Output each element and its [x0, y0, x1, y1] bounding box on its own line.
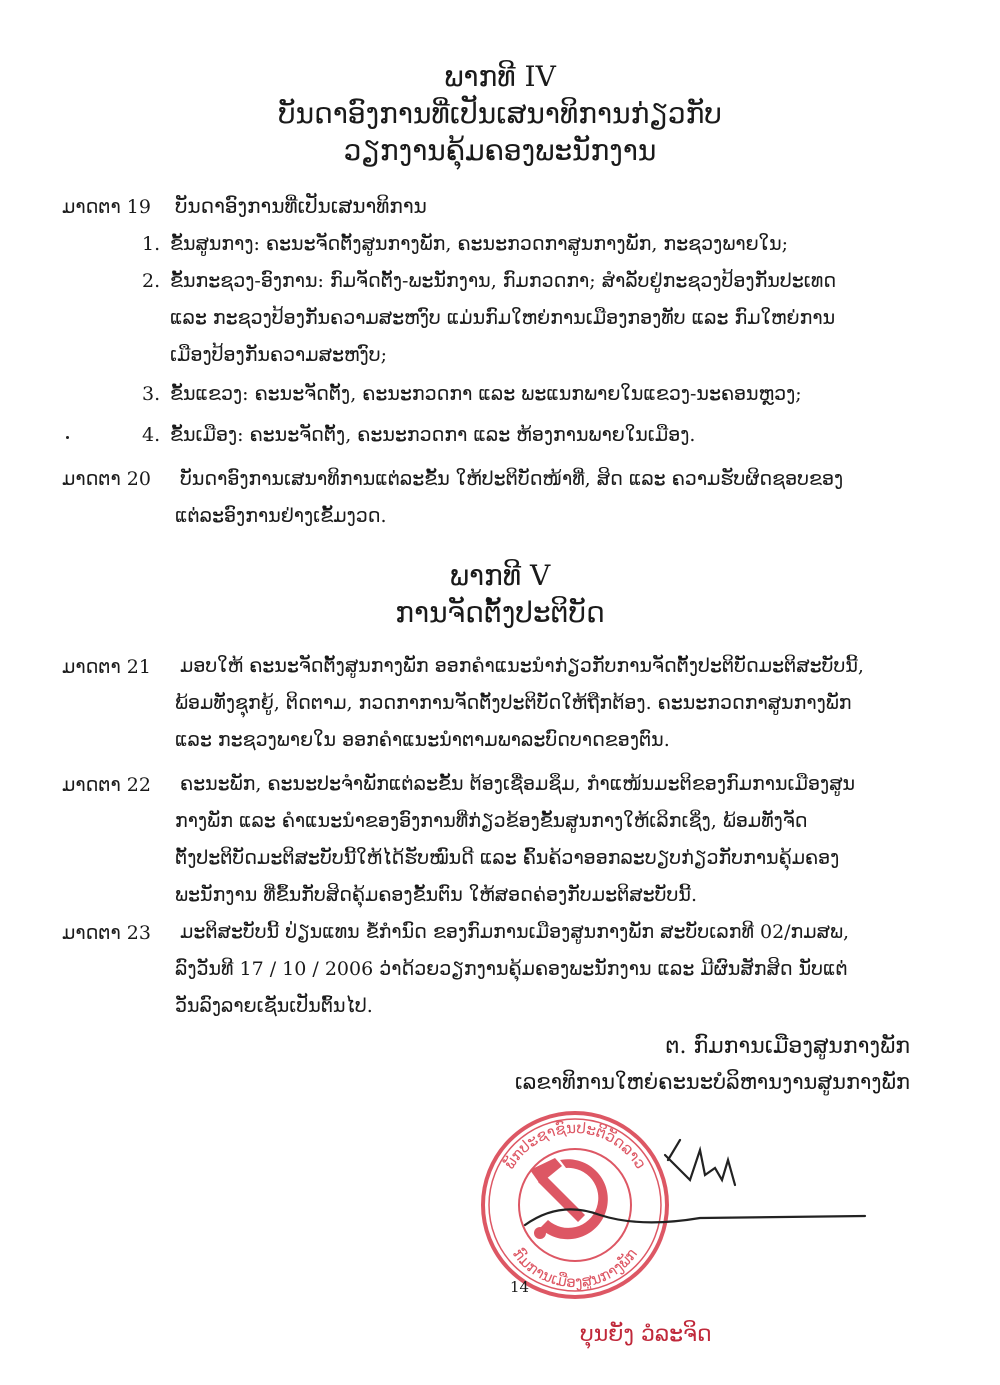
item-number: 1.	[142, 233, 161, 255]
article-23-line3: ວັນລົງລາຍເຊັນເປັນຕົ້ນໄປ.	[175, 995, 373, 1017]
sickle-handle	[534, 1227, 546, 1239]
part-iv-title-line1: ບັນດາອົງການທີ່ເປັນເສນາທິການກ່ຽວກັບ	[278, 97, 722, 130]
article-22-line3: ຕັ້ງປະຕິບັດມະຕິສະບັບນີ້ໃຫ້ໄດ້ຮັບໝົນດີ ແລະ ຄົ້ນຄ້ວາອອກລະບຽບກ່ຽວກັບການຄຸ້ມຄອງ	[175, 847, 840, 869]
article-23-line2: ລົງວັນທີ 17 / 10 / 2006 ວ່າດ້ວຍວຽກງານຄຸ້ມຄອງພະນັກງານ ແລະ ມີຜົນສັກສິດ ນັບແຕ່	[175, 958, 848, 980]
part-v-label: ພາກທີ V	[449, 559, 551, 592]
item-text: ຂັ້ນສູນກາງ: ຄະນະຈັດຕັ້ງສູນກາງພັກ, ຄະນະກວດກາສູນກາງພັກ, ກະຊວງພາຍໃນ;	[170, 233, 789, 255]
article-20-line1: ບັນດາອົງການເສນາທິການແຕ່ລະຂັ້ນ ໃຫ້ປະຕິບັດໜ້າທີ່, ສິດ ແລະ ຄວາມຮັບຜິດຊອບຂອງ	[180, 468, 844, 490]
stamp-text-bottom-path: ກົມການເມືອງສູນກາງພັກ	[509, 1244, 641, 1292]
page-number: 14	[510, 1278, 530, 1296]
item-number: 2.	[142, 270, 161, 292]
signatory-name: ບຸນຍັງ ວໍລະຈິດ	[580, 1322, 712, 1347]
article-23-line1: ມະຕິສະບັບນີ້ ປ່ຽນແທນ ຂໍ້ກໍານົດ ຂອງກົມການເມືອງສູນກາງພັກ ສະບັບເລກທີ 02/ກມສພ,	[180, 921, 850, 943]
article-21-line3: ແລະ ກະຊວງພາຍໃນ ອອກຄໍາແນະນໍາຕາມພາລະບົດບາດຂອງຕົນ.	[175, 729, 670, 751]
item-text-line1: ຂັ້ນກະຊວງ-ອົງການ: ກົມຈັດຕັ້ງ-ພະນັກງານ, ກົມກວດກາ; ສໍາລັບຢູ່ກະຊວງປ້ອງກັນປະເທດ	[170, 270, 837, 292]
article-21-line2: ພ້ອມທັງຊຸກຍູ້, ຕິດຕາມ, ກວດກາການຈັດຕັ້ງປະຕິບັດໃຫ້ຖືກຕ້ອງ. ຄະນະກວດກາສູນກາງພັກ	[175, 692, 852, 714]
article-22-line4: ພະນັກງານ ທີ່ຂຶ້ນກັບສິດຄຸ້ມຄອງຂັ້ນຕົນ ໃຫ້ສອດຄ່ອງກັບມະຕິສະບັບນີ້.	[175, 884, 697, 906]
article-22-line2: ກາງພັກ ແລະ ຄໍາແນະນໍາຂອງອົງການທີ່ກ່ຽວຂ້ອງຂັ້ນສູນກາງໃຫ້ເລິກເຊິ່ງ, ພ້ອມທັງຈັດ	[175, 810, 808, 832]
article-22-line1: ຄະນະພັກ, ຄະນະປະຈໍາພັກແຕ່ລະຂັ້ນ ຕ້ອງເຊື່ອມຊຶມ, ກໍາແໜ້ນມະຕິຂອງກົມການເມືອງສູນ	[180, 773, 856, 795]
article-21-label: ມາດຕາ 21	[62, 656, 151, 678]
item-number: 3.	[142, 383, 161, 405]
part-v-title: ການຈັດຕັ້ງປະຕິບັດ	[395, 596, 605, 629]
article-19-label: ມາດຕາ 19	[62, 196, 151, 218]
item-number: 4.	[142, 424, 161, 446]
signature-on-behalf: ຕ. ກົມການເມືອງສູນກາງພັກ	[665, 1034, 910, 1059]
party-stamp	[483, 1113, 667, 1297]
signature-tick	[668, 1140, 680, 1160]
item-text: ຂັ້ນເມືອງ: ຄະນະຈັດຕັ້ງ, ຄະນະກວດກາ ແລະ ຫ້ອງການພາຍໃນເມືອງ.	[170, 424, 696, 446]
article-19-item-2-line2: ແລະ ກະຊວງປ້ອງກັນຄວາມສະຫງົບ ແມ່ນກົມໃຫຍ່ການເມືອງກອງທັບ ແລະ ກົມໃຫຍ່ການ	[170, 307, 836, 329]
article-19-item-2-line3: ເມືອງປ້ອງກັນຄວາມສະຫງົບ;	[170, 344, 387, 366]
article-19-title: ບັນດາອົງການທີ່ເປັນເສນາທິການ	[175, 194, 427, 218]
signature-position: ເລຂາທິການໃຫຍ່ຄະນະບໍລິຫານງານສູນກາງພັກ	[514, 1070, 910, 1094]
signature-stroke	[665, 1150, 735, 1185]
item-text: ຂັ້ນແຂວງ: ຄະນະຈັດຕັ້ງ, ຄະນະກວດກາ ແລະ ພະແນກພາຍໃນແຂວງ-ນະຄອນຫຼວງ;	[170, 383, 802, 405]
article-23-label: ມາດຕາ 23	[62, 922, 151, 944]
article-21-line1: ມອບໃຫ້ ຄະນະຈັດຕັ້ງສູນກາງພັກ ອອກຄໍາແນະນໍາກ່ຽວກັບການຈັດຕັ້ງປະຕິບັດມະຕິສະບັບນີ້,	[180, 655, 864, 677]
article-22-label: ມາດຕາ 22	[62, 774, 151, 796]
part-iv-label: ພາກທີ IV	[444, 60, 556, 93]
article-20-line2: ແຕ່ລະອົງການຢ່າງເຂັ້ມງວດ.	[175, 505, 387, 527]
article-20-label: ມາດຕາ 20	[62, 468, 151, 490]
part-iv-title-line2: ວຽກງານຄຸ້ມຄອງພະນັກງານ	[343, 134, 657, 167]
stamp-text-top-path: ພັກປະຊາຊົນປະຕິວັດລາວ	[500, 1118, 650, 1173]
